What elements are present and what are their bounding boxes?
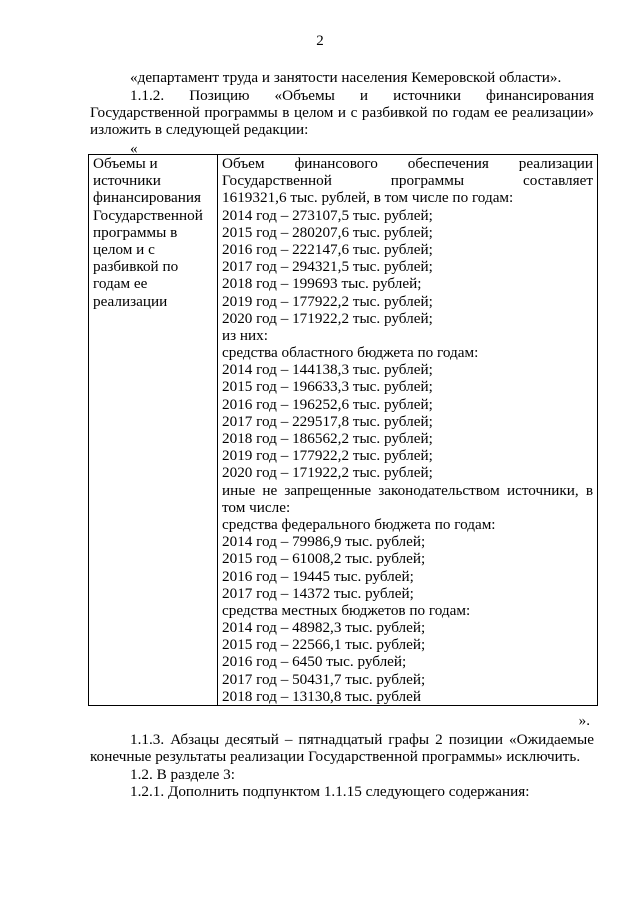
cell-line: годам ее: [93, 275, 148, 293]
cell-line: Государственной программы составляет: [222, 172, 593, 190]
year-line: 2014 год – 144138,3 тыс. рублей;: [222, 361, 433, 379]
top-line: «департамент труда и занятости населения Кемеровской области».: [130, 69, 562, 86]
cell-line: источники: [93, 172, 161, 190]
cell-line: целом и с: [93, 240, 155, 258]
year-line: 2015 год – 280207,6 тыс. рублей;: [222, 223, 433, 241]
cell-line: средства областного бюджета по годам:: [222, 344, 479, 362]
funding-label-cell: [89, 155, 218, 706]
year-line: 2014 год – 48982,3 тыс. рублей;: [222, 619, 426, 637]
cell-line: из них:: [222, 326, 268, 344]
year-line: 2015 год – 61008,2 тыс. рублей;: [222, 550, 426, 568]
cell-line: разбивкой по: [93, 258, 179, 276]
paragraph-line: конечные результаты реализации Государственной программы» исключить.: [90, 748, 581, 766]
paragraph-line: 1.1.2. Позицию «Объемы и источники финансирования: [130, 87, 594, 104]
cell-line: реализации: [93, 292, 168, 310]
year-line: 2020 год – 171922,2 тыс. рублей;: [222, 464, 433, 482]
year-line: 2017 год – 14372 тыс. рублей;: [222, 584, 414, 602]
cell-line: том числе:: [222, 498, 291, 516]
paragraph-line: 1.1.3. Абзацы десятый – пятнадцатый графы 2 позиции «Ожидаемые: [130, 731, 594, 748]
cell-line: финансирования: [93, 189, 201, 207]
year-line: 2019 год – 177922,2 тыс. рублей;: [222, 292, 433, 310]
funding-table: [88, 154, 598, 706]
year-line: 2017 год – 50431,7 тыс. рублей;: [222, 670, 426, 688]
cell-line: Объемы и: [93, 155, 158, 172]
year-line: 2018 год – 186562,2 тыс. рублей;: [222, 430, 433, 447]
cell-line: Государственной: [93, 206, 203, 224]
table-row: [89, 155, 598, 706]
year-line: 2016 год – 196252,6 тыс. рублей;: [222, 395, 433, 413]
paragraph-1-2-1: 1.2.1. Дополнить подпунктом 1.1.15 следующего содержания:: [130, 783, 530, 800]
year-line: 2015 год – 22566,1 тыс. рублей;: [222, 636, 426, 654]
year-line: 2014 год – 79986,9 тыс. рублей;: [222, 533, 426, 551]
page-number: 2: [316, 33, 324, 49]
cell-line: средства федерального бюджета по годам:: [222, 515, 496, 533]
paragraph-1-1-2: [90, 87, 594, 139]
paragraph-1-2: 1.2. В разделе 3:: [130, 766, 235, 783]
year-line: 2016 год – 6450 тыс. рублей;: [222, 653, 407, 671]
open-quote: «: [130, 140, 138, 157]
year-line: 2014 год – 273107,5 тыс. рублей;: [222, 206, 433, 224]
paragraph-line: изложить в следующей редакции:: [90, 121, 309, 139]
cell-line: средства местных бюджетов по годам:: [222, 601, 471, 619]
paragraph-line: Государственной программы в целом и с разбивкой по годам ее реализации»: [90, 104, 594, 122]
year-line: 2017 год – 294321,5 тыс. рублей;: [222, 258, 433, 276]
paragraph-1-1-3: [90, 731, 594, 765]
cell-line: программы в: [93, 223, 178, 241]
funding-value-cell: [218, 155, 598, 706]
year-line: 2016 год – 222147,6 тыс. рублей;: [222, 240, 433, 258]
cell-line: 1619321,6 тыс. рублей, в том числе по годам:: [222, 189, 514, 207]
year-line: 2018 год – 199693 тыс. рублей;: [222, 275, 422, 293]
year-line: 2020 год – 171922,2 тыс. рублей;: [222, 309, 433, 327]
close-quote: ».: [578, 712, 590, 729]
cell-line: иные не запрещенные законодательством источники, в: [222, 481, 593, 499]
year-line: 2016 год – 19445 тыс. рублей;: [222, 567, 414, 585]
year-line: 2018 год – 13130,8 тыс. рублей: [222, 687, 422, 705]
year-line: 2015 год – 196633,3 тыс. рублей;: [222, 378, 433, 396]
year-line: 2017 год – 229517,8 тыс. рублей;: [222, 412, 433, 430]
year-line: 2019 год – 177922,2 тыс. рублей;: [222, 447, 433, 465]
cell-line: Объем финансового обеспечения реализации: [222, 155, 593, 172]
